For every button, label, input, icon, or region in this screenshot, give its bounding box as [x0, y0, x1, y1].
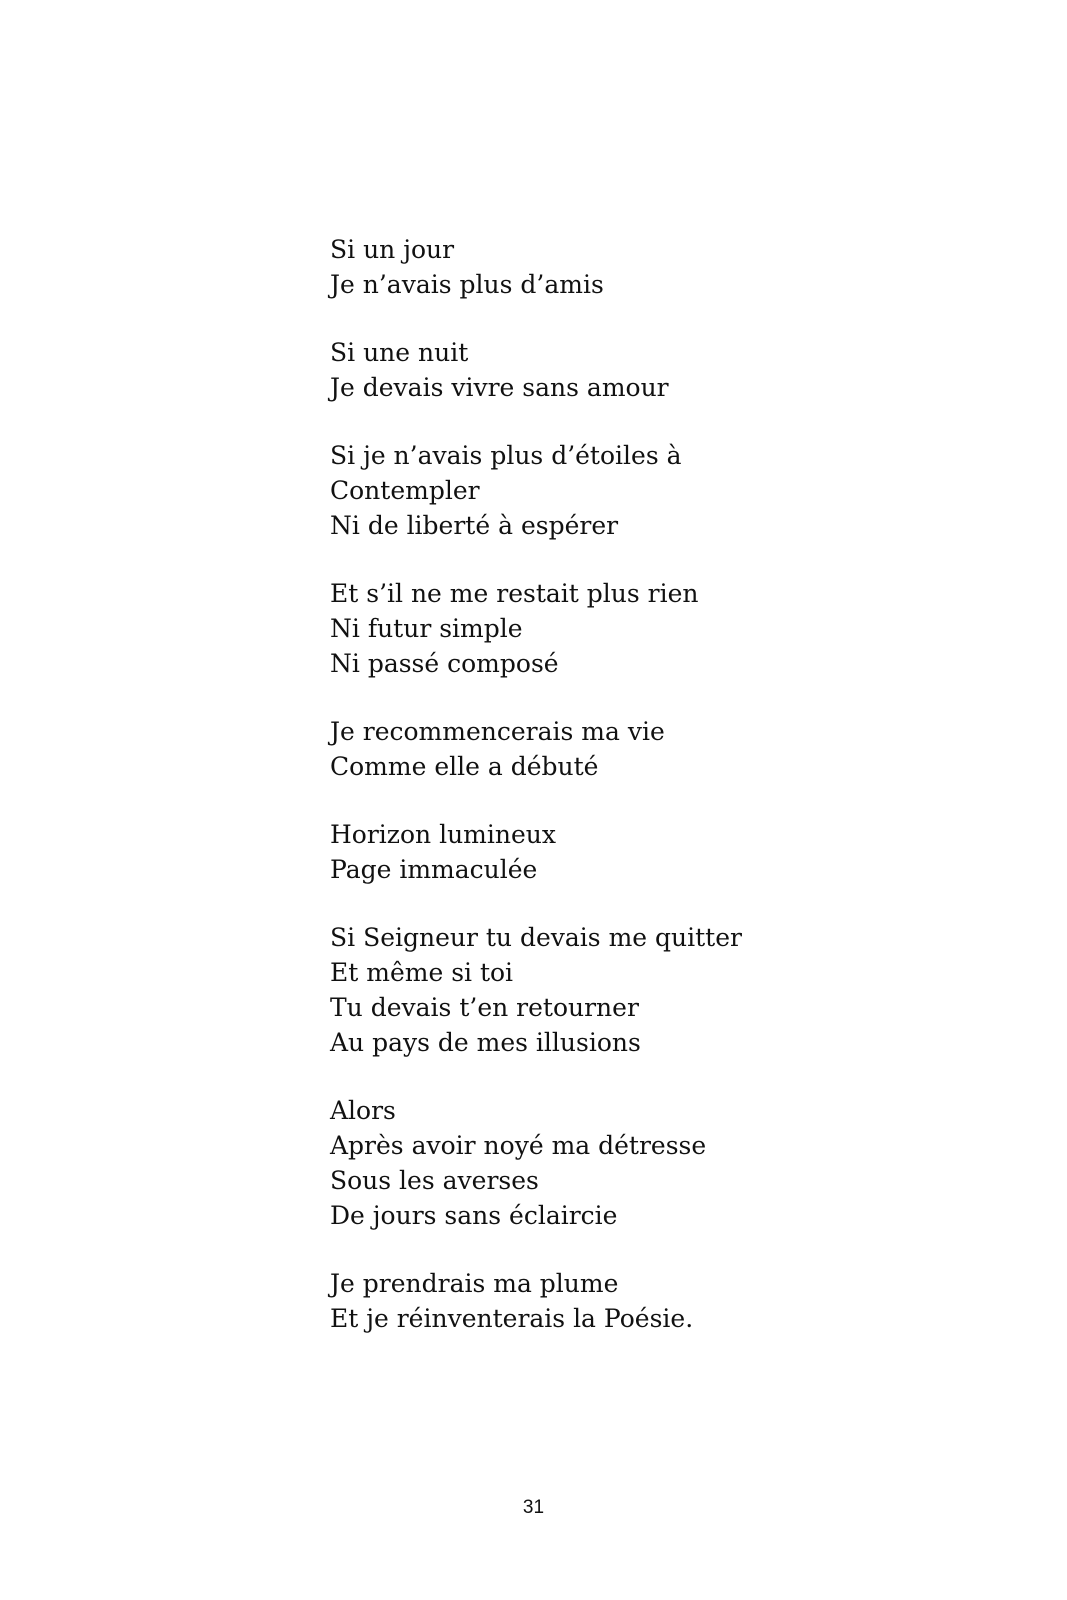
- poem-line: Page immaculée: [330, 855, 538, 884]
- poem-line: Horizon lumineux: [330, 820, 556, 849]
- poem-line: Alors: [330, 1096, 396, 1125]
- stanza-7: [330, 920, 970, 1060]
- poem-line: Comme elle a débuté: [330, 752, 599, 781]
- poem-line: Au pays de mes illusions: [330, 1028, 641, 1057]
- stanza-9: [330, 1266, 970, 1336]
- poem: [330, 232, 970, 1369]
- stanza-5: [330, 714, 970, 784]
- stanza-2: [330, 335, 970, 405]
- poem-line: Et même si toi: [330, 958, 514, 987]
- stanza-1: [330, 232, 970, 302]
- poem-line: Ni passé composé: [330, 649, 559, 678]
- poem-line: Si un jour: [330, 235, 455, 264]
- poem-line: Je n’avais plus d’amis: [330, 270, 604, 299]
- page-number: 31: [522, 1497, 545, 1518]
- stanza-8: [330, 1093, 970, 1233]
- poem-line: Ni de liberté à espérer: [330, 511, 619, 540]
- poem-line: Si une nuit: [330, 338, 469, 367]
- poem-line: Je devais vivre sans amour: [330, 373, 669, 402]
- poem-line: Et s’il ne me restait plus rien: [330, 579, 699, 608]
- poem-line: Ni futur simple: [330, 614, 523, 643]
- stanza-3: [330, 438, 970, 543]
- stanza-4: [330, 576, 970, 681]
- poem-line: Si je n’avais plus d’étoiles à: [330, 441, 682, 470]
- poem-line: Contempler: [330, 476, 480, 505]
- poem-line: Après avoir noyé ma détresse: [330, 1131, 707, 1160]
- poem-line: De jours sans éclaircie: [330, 1201, 618, 1230]
- poem-line: Et je réinventerais la Poésie.: [330, 1304, 694, 1333]
- poem-line: Je recommencerais ma vie: [330, 717, 665, 746]
- poem-line: Si Seigneur tu devais me quitter: [330, 923, 742, 952]
- poem-line: Sous les averses: [330, 1166, 539, 1195]
- poem-line: Je prendrais ma plume: [330, 1269, 619, 1298]
- poem-line: Tu devais t’en retourner: [330, 993, 639, 1022]
- stanza-6: [330, 817, 970, 887]
